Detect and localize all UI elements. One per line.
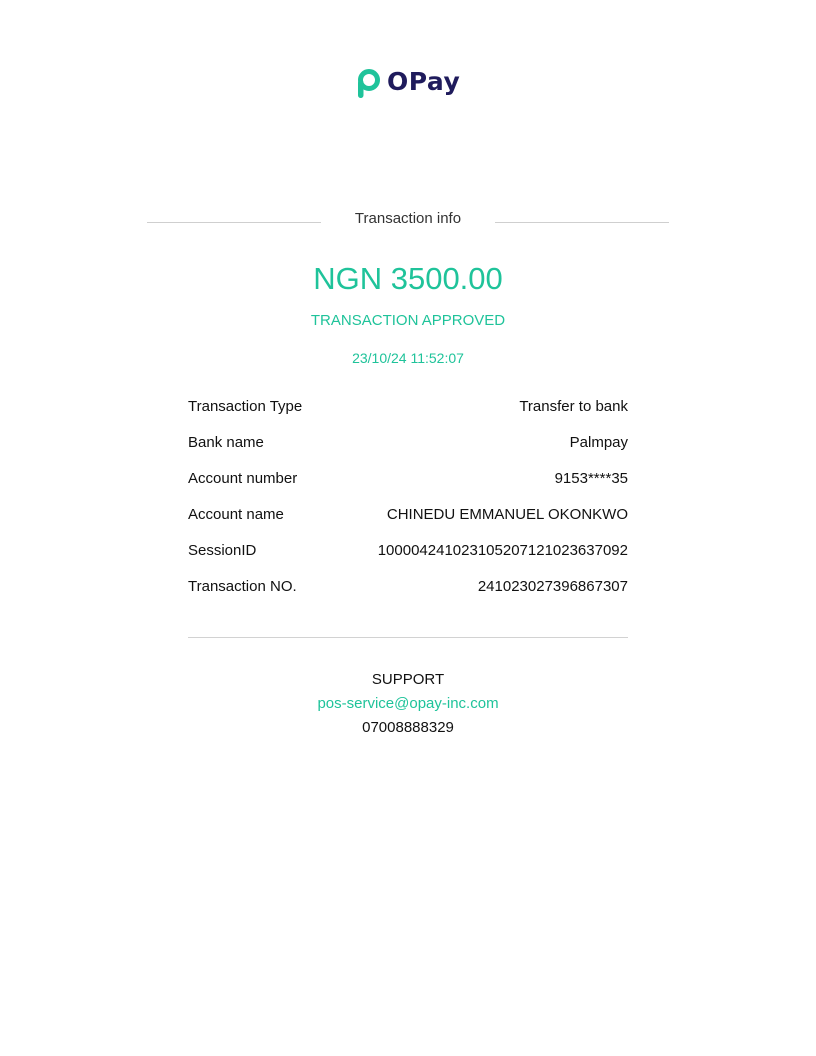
detail-value: CHINEDU EMMANUEL OKONKWO <box>386 505 628 523</box>
detail-label: Transaction Type <box>188 397 303 415</box>
detail-value: Transfer to bank <box>519 397 628 415</box>
opay-logo <box>357 68 467 100</box>
section-divider <box>188 637 628 638</box>
detail-row-bank-name <box>188 424 628 460</box>
detail-value: 241023027396867307 <box>477 577 628 595</box>
detail-label: Transaction NO. <box>188 577 297 595</box>
opay-logo-mark-icon <box>357 68 383 100</box>
detail-value: Palmpay <box>569 433 628 451</box>
detail-row-transaction-type <box>188 388 628 424</box>
logo-wordmark: OPay <box>387 67 461 96</box>
detail-row-session-id <box>188 532 628 568</box>
support-phone: 07008888329 <box>362 719 454 736</box>
detail-value: 9153****35 <box>554 469 628 487</box>
header-rule-right <box>495 222 669 223</box>
transaction-details <box>188 388 628 604</box>
detail-row-transaction-no <box>188 568 628 604</box>
detail-label: Account number <box>188 469 298 487</box>
support-email-link[interactable]: pos-service@opay-inc.com <box>317 695 499 712</box>
detail-row-account-number <box>188 460 628 496</box>
transaction-status: TRANSACTION APPROVED <box>310 312 506 329</box>
transaction-datetime: 23/10/24 11:52:07 <box>352 350 464 366</box>
detail-row-account-name <box>188 496 628 532</box>
section-header <box>147 208 669 232</box>
detail-label: Account name <box>188 505 284 523</box>
support-section <box>0 668 816 740</box>
section-title: Transaction info <box>354 210 462 227</box>
detail-label: Bank name <box>188 433 264 451</box>
detail-label: SessionID <box>188 541 257 559</box>
detail-value: 100004241023105207121023637092 <box>377 541 628 559</box>
support-title: SUPPORT <box>371 671 445 688</box>
transaction-amount: NGN 3500.00 <box>313 261 503 296</box>
